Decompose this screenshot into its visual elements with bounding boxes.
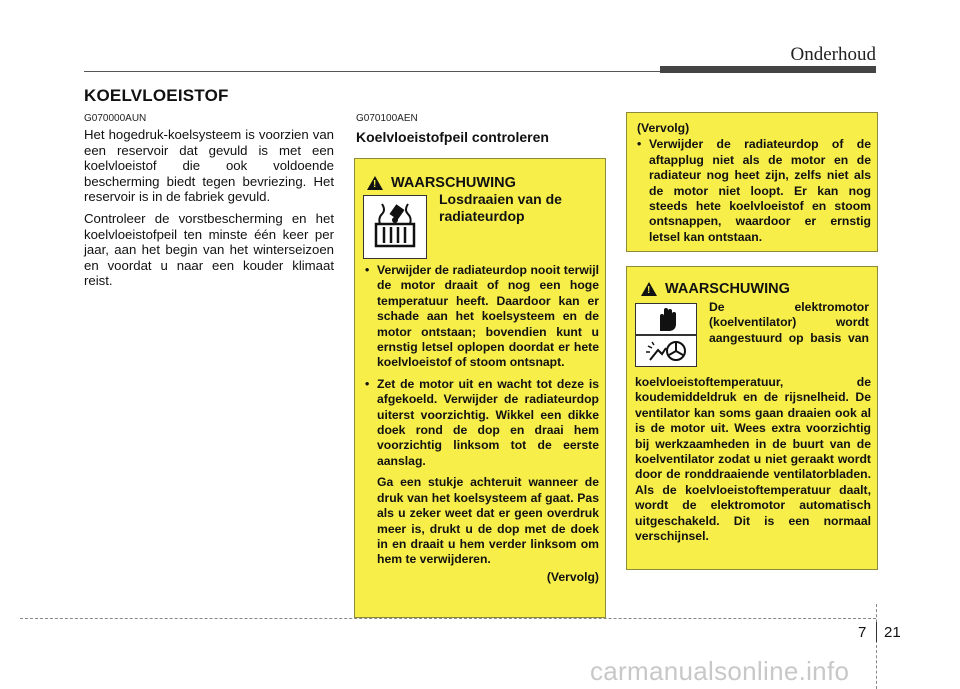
warning-extra-text: Ga een stukje achteruit wanneer de druk van het koelsysteem af gaat. Pas als u zeker weet dat er geen overdruk meer is, drukt u de dop met de doek in en draait u hem verder linksom om hem te verwijderen. — [377, 475, 599, 567]
col2-heading: Koelvloeistofpeil controleren — [356, 129, 549, 145]
page-number: 21 — [884, 624, 901, 641]
hot-radiator-icon — [363, 195, 427, 259]
col1-paragraph: Controleer de vorstbescherming en het koelvloeistofpeil ten minste één keer per jaar, aan het begin van het winterseizoen en voordat u naar een kouder klimaat reist. — [84, 210, 334, 289]
warning-triangle-icon: ! — [367, 176, 383, 190]
fan-hazard-icon — [635, 335, 697, 367]
warning-header — [641, 281, 790, 297]
continued-box — [626, 112, 878, 252]
section-title: KOELVLOEISTOF — [84, 86, 229, 105]
col2-code: G070100AEN — [356, 113, 418, 124]
chapter-number: 7 — [858, 624, 867, 641]
warning-header — [367, 175, 516, 191]
warning-list-item: • Verwijder de radiateurdop nooit terwijl de motor draait of nog een hoge temperatuur heeft. Daardoor kan er schade aan het koelsysteem en de motor ontstaan; bovendien kunt u ernstig letsel oplopen doordat er hete koelvloeistof of stoom ontsnapt. — [365, 263, 599, 371]
col1-code: G070000AUN — [84, 113, 147, 124]
warning-intro: De elektromotor (koelventilator) wordt aangestuurd op basis van — [709, 300, 869, 345]
warning-body — [365, 263, 599, 585]
footer-rule — [20, 618, 876, 619]
col1-paragraph: Het hogedruk-koelsysteem is voorzien van een reservoir dat gevuld is met een koelvloeistof die ook voldoende bescherming biedt tegen bevriezing. Het reservoir is in de fabriek gevuld. — [84, 127, 334, 205]
footer-vertical-rule — [876, 604, 877, 689]
continued-box-label: (Vervolg) — [637, 121, 690, 135]
warning-label: WAARSCHUWING — [391, 175, 516, 191]
warning-list-item: • Verwijder de radiateurdop of de aftapplug niet als de motor en de radiateur nog heet zijn, zelfs niet als de motor niet loopt. Er kan nog steeds hete koelvloeistof en stoom ontsnappen, waardoor er ernstig letsel kan ontstaan. — [637, 137, 871, 245]
header-rule-thick — [660, 66, 876, 73]
page-number-separator — [876, 622, 877, 642]
warning-subtitle: Losdraaien van de radiateurdop — [439, 191, 562, 224]
warning-label: WAARSCHUWING — [665, 281, 790, 297]
continued-box-body — [637, 121, 871, 251]
watermark: carmanualsonline.info — [590, 656, 850, 686]
warning-box-fan — [626, 266, 878, 570]
continued-label: (Vervolg) — [546, 569, 599, 584]
warning-list-item: • Zet de motor uit en wacht tot deze is afgekoeld. Verwijder de radiateurdop uiterst voorzichtig. Wikkel een dikke doek rond de dop en draai hem voorzichtig linksom tot de eerste aanslag. — [365, 377, 599, 469]
page-header-title: Onderhoud — [790, 44, 876, 65]
header-rule-thin — [84, 71, 660, 72]
col1-text — [84, 127, 334, 295]
warning-box-radiator — [354, 158, 606, 618]
warning-triangle-icon: ! — [641, 282, 657, 296]
warning-body: koelvloeistoftemperatuur, de koudemiddeldruk en de rijsnelheid. De ventilator kan soms gaan draaien ook al is de motor uit. Wees extra voorzichtig bij werkzaamheden in de buurt van de koelventilator zodat u niet geraakt wordt door de ronddraaiende ventilatorbladen. Als de koelvloeistoftemperatuur daalt, wordt de elektromotor automatisch uitgeschakeld. Dit is een normaal verschijnsel. — [635, 375, 871, 544]
hand-stop-icon — [635, 303, 697, 335]
